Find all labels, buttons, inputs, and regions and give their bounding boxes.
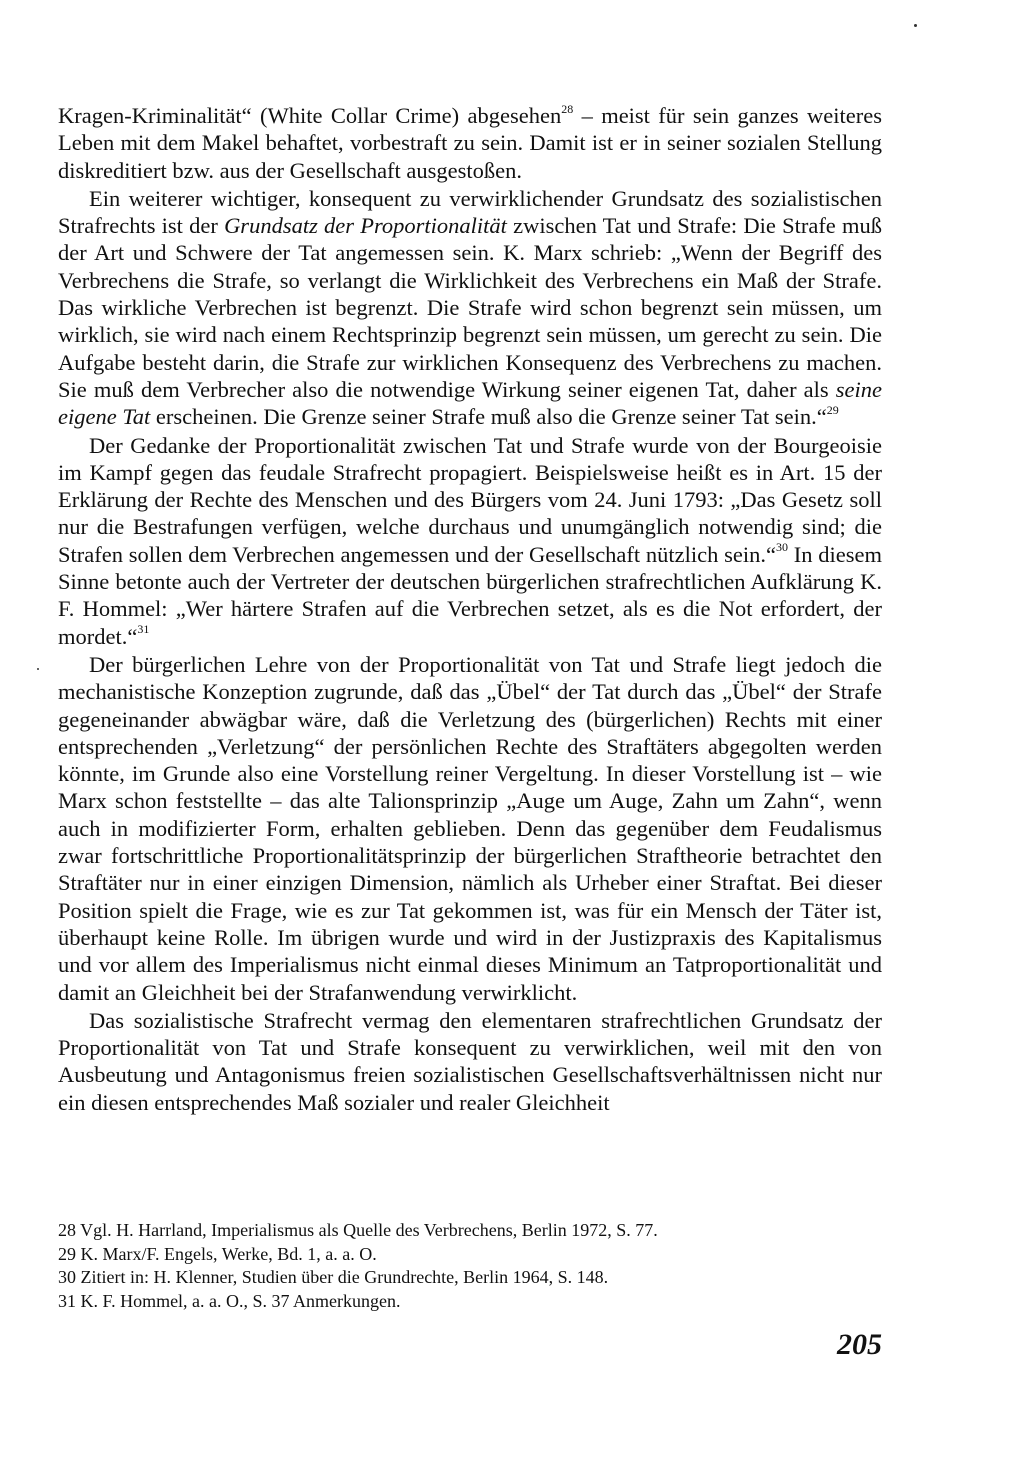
scan-speck: [914, 24, 917, 27]
paragraph-3-text-b: In diesem Sinne betonte auch der Vertreter der deutschen bürgerlichen strafrechtlichen Aufklärung K. F. Hommel: „Wer härtere Strafen auf die Verbrechen setzet, als es die Not erfordert, der mordet.“: [58, 541, 882, 649]
footnote-ref-28[interactable]: 28: [561, 101, 574, 116]
paragraph-2-text-a: Ein weiterer wichtiger, konsequent zu verwirklichender Grundsatz des sozialistischen Strafrechts ist der: [58, 185, 882, 239]
paragraph-1: [58, 102, 882, 184]
footnote-31: 31 K. F. Hommel, a. a. O., S. 37 Anmerkungen.: [58, 1290, 401, 1311]
footnote-ref-29[interactable]: 29: [826, 402, 839, 417]
footnote-30: 30 Zitiert in: H. Klenner, Studien über die Grundrechte, Berlin 1964, S. 148.: [58, 1267, 609, 1288]
footnote-ref-30[interactable]: 30: [776, 540, 788, 555]
paragraph-2-emphasis-1: Grundsatz der Proportionalität: [224, 213, 507, 239]
footnote-29: 29 K. Marx/F. Engels, Werke, Bd. 1, a. a. O.: [58, 1243, 377, 1264]
paragraph-1-rest: – meist für sein ganzes weiteres Leben mit dem Makel behaftet, vorbestraft zu sein. Damit ist er in seiner sozialen Stellung diskreditiert bzw. aus der Gesellschaft ausgestoßen.: [58, 103, 883, 183]
main-text: [58, 102, 882, 1116]
paragraph-2: [58, 185, 882, 431]
page-number: 205: [837, 1328, 882, 1361]
paragraph-3-text-a: Der Gedanke der Proportionalität zwischen Tat und Strafe wurde von der Bourgeoisie im Kampf gegen das feudale Strafrecht propagiert. Beispielsweise heißt es in Art. 15 der Erklärung der Rechte des Menschen und des Bürgers vom 24. Juni 1793: „Das Gesetz soll nur die Bestrafungen verfügen, welche durchaus und unumgänglich notwendig sind; die Strafen sollen dem Verbrechen angemessen und der Gesellschaft nützlich sein.“: [58, 432, 882, 567]
paragraph-5: Das sozialistische Strafrecht vermag den elementaren strafrechtlichen Grundsatz der Proportionalität von Tat und Strafe konsequent zu verwirklichen, weil mit den von Ausbeutung und Antagonismus freien sozialistischen Gesellschaftsverhältnissen nicht nur ein diesen entsprechendes Maß sozialer und realer Gleichheit: [58, 1007, 882, 1115]
paragraph-2-text-c: erscheinen. Die Grenze seiner Strafe muß also die Grenze seiner Tat sein.“: [150, 404, 827, 430]
paragraph-2-text-b: zwischen Tat und Strafe: Die Strafe muß der Art und Schwere der Tat angemessen sein. K. Marx schrieb: „Wenn der Begriff des Verbrechens die Strafe, so verlangt die Wirklichkeit des Verbrechens ein Maß der Strafe. Das wirkliche Verbrechen ist begrenzt. Die Strafe wird schon begrenzt sein müssen, um wirklich, sie wird nach einem Rechtsprinzip begrenzt sein müssen, um gerecht zu sein. Die Aufgabe besteht darin, die Strafe zur wirklichen Konsequenz des Verbrechens zu machen. Sie muß dem Verbrecher also die notwendige Wirkung seiner eigenen Tat, daher als: [58, 213, 882, 402]
paragraph-3: [58, 432, 882, 650]
paragraph-1-text: Kragen-Kriminalität“ (White Collar Crime) abgesehen: [58, 103, 562, 128]
footnote-28: 28 Vgl. H. Harrland, Imperialismus als Quelle des Verbrechens, Berlin 1972, S. 77.: [58, 1220, 658, 1240]
footnote-ref-31[interactable]: 31: [137, 622, 150, 637]
scan-speck: [37, 668, 39, 670]
paragraph-4: Der bürgerlichen Lehre von der Proportionalität von Tat und Strafe liegt jedoch die mechanistische Konzeption zugrunde, daß das „Übel“ der Tat durch das „Übel“ der Strafe gegeneinander abwägbar wäre, daß die Verletzung des (bürgerlichen) Rechts mit einer entsprechenden „Verletzung“ der persönlichen Rechte des Straftäters abgegolten werden könnte, im Grunde also eine Vorstellung reiner Vergeltung. In dieser Vorstellung ist – wie Marx schon feststellte – das alte Talionsprinzip „Auge um Auge, Zahn um Zahn“, wenn auch in modifizierter Form, erhalten geblieben. Denn das gegenüber dem Feudalismus zwar fortschrittliche Proportionalitätsprinzip der bürgerlichen Straftheorie betrachtet den Straftäter nur in einer einzigen Dimension, nämlich als Urheber einer Straftat. Bei dieser Position spielt die Frage, wie es zur Tat gekommen ist, was für ein Mensch der Täter ist, überhaupt keine Rolle. Im übrigen wurde und wird in der Justizpraxis des Kapitalismus und vor allem des Imperialismus nicht einmal dieses Minimum an Tatproportionalität und damit an Gleichheit bei der Strafanwendung verwirklicht.: [58, 651, 882, 1005]
paragraph-2-emphasis-2: seine eigene Tat: [58, 376, 882, 430]
footnotes: [58, 1219, 882, 1313]
